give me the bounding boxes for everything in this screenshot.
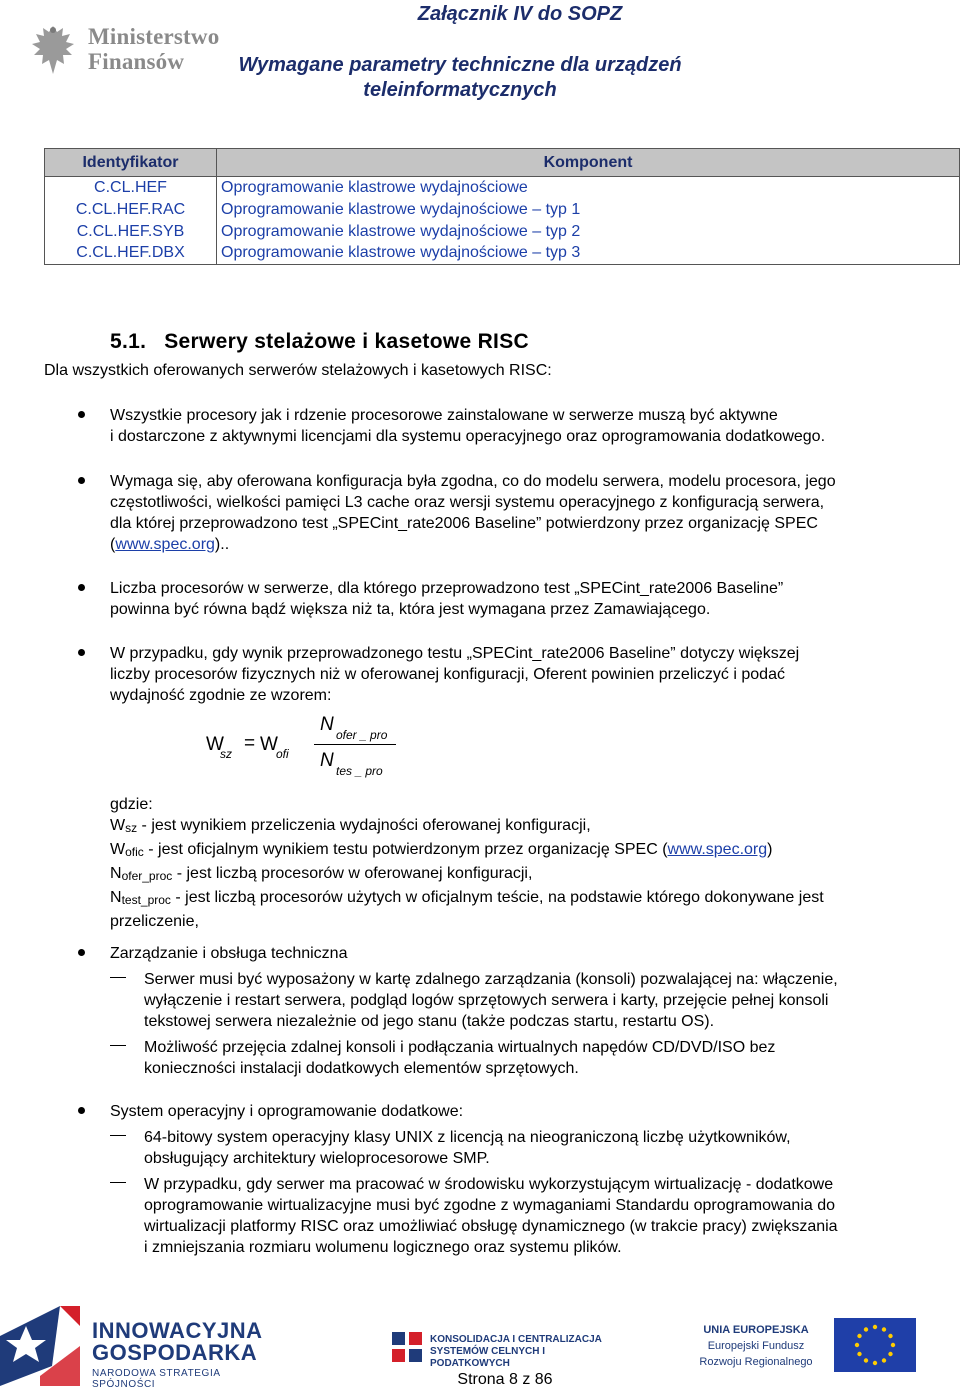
consolidation-logo [390, 1326, 620, 1372]
bullet-dot [78, 649, 85, 656]
spec-link[interactable]: www.spec.org [115, 536, 215, 553]
text-fragment: ) [767, 841, 773, 858]
text-line: tekstowej serwera niezależnie od jego stanu (także podczas startu, restartu OS). [144, 1013, 715, 1030]
os-title: System operacyjny i oprogramowanie dodatkowe: [110, 1103, 464, 1120]
text-line: Serwer musi być wyposażony w kartę zdalnego zarządzania (konsoli) pozwalającej na: włączenie, [144, 971, 838, 988]
symbol-sub: ofic [125, 845, 144, 859]
eu-flag-icon [834, 1318, 916, 1372]
row-identifier: C.CL.HEF.DBX [45, 243, 217, 265]
formula-w2: W [260, 734, 278, 755]
table-row [45, 221, 960, 243]
bullet-1-text [110, 405, 940, 447]
section-title: Serwery stelażowe i kasetowe RISC [164, 330, 529, 353]
text-line: 64-bitowy system operacyjny klasy UNIX z licencją na nieograniczoną liczbę użytkowników, [144, 1129, 791, 1146]
ministry-line-2: Finansów [88, 49, 185, 74]
fraction-bar [314, 744, 396, 745]
definition: - jest liczbą procesorów w oferowanej konfiguracji, [172, 865, 533, 882]
definition: - jest liczbą procesorów użytych w oficjalnym teście, na podstawie którego dokonywane jest [170, 889, 824, 906]
mgmt-item-1 [144, 969, 940, 1032]
ig-title [92, 1320, 263, 1364]
ig-subtitle: NARODOWA STRATEGIA SPÓJNOŚCI [92, 1368, 221, 1390]
row-identifier: C.CL.HEF [45, 177, 217, 199]
text-line: wydajność zgodnie ze wzorem: [110, 687, 332, 704]
header-component: Komponent [217, 149, 960, 177]
dash-marker [110, 1135, 126, 1136]
innowacyjna-gospodarka-logo [0, 1306, 280, 1390]
section-intro: Dla wszystkich oferowanych serwerów stelażowych i kasetowych RISC: [44, 362, 552, 379]
symbol: N [110, 865, 122, 882]
text-line: dla której przeprowadzono test „SPECint_rate2006 Baseline” potwierdzony przez organizację SPEC [110, 515, 818, 532]
mgmt-title: Zarządzanie i obsługa techniczna [110, 945, 348, 962]
definition: - jest oficjalnym wynikiem testu potwierdzonym przez organizację SPEC ( [143, 841, 668, 858]
os-item-2 [144, 1174, 940, 1258]
text-line: Wymaga się, aby oferowana konfiguracja była zgodna, co do modelu serwera, modelu procesora, jego [110, 473, 836, 490]
text-line: wyłączenie i restart serwera, podgląd logów sprzętowych serwera i karty, przejęcie pełnej konsoli [144, 992, 829, 1009]
page-number: Strona 8 z 86 [457, 1371, 553, 1388]
table-row [45, 177, 960, 199]
os-item-1 [144, 1127, 940, 1169]
consolidation-line-2: SYSTEMÓW CELNYCH I PODATKOWYCH [430, 1346, 546, 1369]
text-line: i zmniejszania rozmiaru wolumenu logicznego oraz systemu plików. [144, 1239, 622, 1256]
subtitle-line-1: Wymagane parametry techniczne dla urządzeń [238, 54, 682, 76]
text-line: liczby procesorów fizycznych niż w oferowanej konfiguracji, Oferent powinien przeliczyć i podać [110, 666, 785, 683]
legend-line [110, 839, 940, 863]
text-line: Możliwość przejęcia zdalnej konsoli i podłączania wirtualnych napędów CD/DVD/ISO bez [144, 1039, 776, 1056]
formula-numerator-sub: ofer _ pro [336, 728, 388, 742]
row-component: Oprogramowanie klastrowe wydajnościowe – typ 1 [217, 199, 960, 221]
bullet-dot [78, 1107, 85, 1114]
bullet-2-text [110, 471, 940, 555]
bullet-dot [78, 411, 85, 418]
spec-link[interactable]: www.spec.org [667, 841, 768, 858]
text-line: W przypadku, gdy wynik przeprowadzonego testu „SPECint_rate2006 Baseline” dotyczy większej [110, 645, 800, 662]
legend-line [110, 863, 940, 887]
bullet-3-text [110, 578, 940, 620]
symbol: W [110, 817, 126, 834]
eu-line-2: Europejski Fundusz [707, 1340, 805, 1352]
eu-line-1: UNIA EUROPEJSKA [703, 1324, 809, 1336]
row-component: Oprogramowanie klastrowe wydajnościowe – typ 2 [217, 221, 960, 243]
text-line: wirtualizacji platformy RISC oraz umożliwiać obsługę dynamicznego (w trakcie pracy) zwiększania [144, 1218, 838, 1235]
bullet-dot [78, 584, 85, 591]
row-component: Oprogramowanie klastrowe wydajnościowe – typ 3 [217, 243, 960, 265]
symbol-sub: test_proc [121, 893, 171, 907]
ministry-line-1: Ministerstwo [88, 24, 220, 49]
table-header-row [45, 149, 960, 177]
text-line: oprogramowanie wirtualizacyjne musi być zgodne z wymaganiami Standardu oprogramowania do [144, 1197, 836, 1214]
text-line [110, 534, 940, 555]
formula-w: W [206, 734, 224, 755]
legend-line [110, 815, 940, 839]
formula-denominator-sub: tes _ pro [336, 764, 383, 778]
eu-line-3: Rozwoju Regionalnego [699, 1356, 813, 1368]
formula-legend [110, 794, 940, 932]
table-row [45, 243, 960, 265]
text-line: powinna być równa bądź większa niż ta, która jest wymagana przez Zamawiającego. [110, 601, 711, 618]
symbol: W [110, 841, 126, 858]
component-table [44, 148, 960, 265]
header-identifier: Identyfikator [45, 149, 217, 177]
eagle-emblem-icon [28, 22, 78, 78]
formula-denominator-n: N [320, 750, 334, 771]
text-line: i dostarczone z aktywnymi licencjami dla systemu operacyjnego oraz oprogramowania dodatkowego. [110, 428, 826, 445]
formula-equals: = [244, 733, 256, 754]
dash-marker [110, 1182, 126, 1183]
text-line: Liczba procesorów w serwerze, dla którego przeprowadzono test „SPECint_rate2006 Baseline” [110, 580, 784, 597]
table-row [45, 199, 960, 221]
document-subtitle [200, 53, 720, 103]
section-heading [110, 330, 529, 354]
subtitle-line-2: teleinformatycznych [363, 79, 557, 101]
symbol-sub: sz [125, 821, 138, 835]
mgmt-item-2 [144, 1037, 940, 1079]
eu-fund-logo [686, 1318, 918, 1374]
text-line: częstotliwości, wielkości pamięci L3 cache oraz wersji systemu operacyjnego z konfiguracją serwera, [110, 494, 825, 511]
symbol: N [110, 889, 122, 906]
dash-marker [110, 977, 126, 978]
symbol-sub: ofer_proc [121, 869, 173, 883]
consolidation-line-1: KONSOLIDACJA I CENTRALIZACJA [430, 1334, 602, 1345]
text-line: W przypadku, gdy serwer ma pracować w środowisku wykorzystującym wirtualizację - dodatkowe [144, 1176, 834, 1193]
document-title: Załącznik IV do SOPZ [417, 3, 623, 25]
text-line: Wszystkie procesory jak i rdzenie procesorowe zainstalowane w serwerze muszą być aktywne [110, 407, 778, 424]
row-identifier: C.CL.HEF.RAC [45, 199, 217, 221]
bullet-4-text [110, 643, 940, 706]
legend-line: przeliczenie, [110, 913, 199, 930]
bullet-dot [78, 477, 85, 484]
text-line: konieczności instalacji dodatkowych elementów sprzętowych. [144, 1060, 579, 1077]
ig-line-1: INNOWACYJNA [92, 1318, 263, 1343]
bullet-dot [78, 949, 85, 956]
row-component: Oprogramowanie klastrowe wydajnościowe [217, 177, 960, 199]
performance-formula [200, 714, 420, 780]
section-number: 5.1. [110, 330, 147, 353]
text-line: obsługujący architektury wieloprocesorowe SMP. [144, 1150, 490, 1167]
row-identifier: C.CL.HEF.SYB [45, 221, 217, 243]
consolidation-icon [390, 1330, 424, 1364]
formula-sub-ofi: ofi [276, 747, 289, 761]
legend-line [110, 887, 940, 911]
text-fragment: ( [110, 536, 116, 553]
dash-marker [110, 1045, 126, 1046]
formula-sub-sz: sz [220, 747, 232, 761]
ig-star-icon [0, 1306, 80, 1386]
consolidation-text [430, 1334, 620, 1370]
formula-numerator-n: N [320, 714, 334, 735]
definition: - jest wynikiem przeliczenia wydajności oferowanej konfiguracji, [137, 817, 591, 834]
text-fragment: ).. [214, 536, 230, 553]
ig-line-2: GOSPODARKA [92, 1340, 258, 1365]
ministry-logo [28, 22, 228, 80]
eu-text [686, 1322, 826, 1370]
legend-label: gdzie: [110, 796, 153, 813]
